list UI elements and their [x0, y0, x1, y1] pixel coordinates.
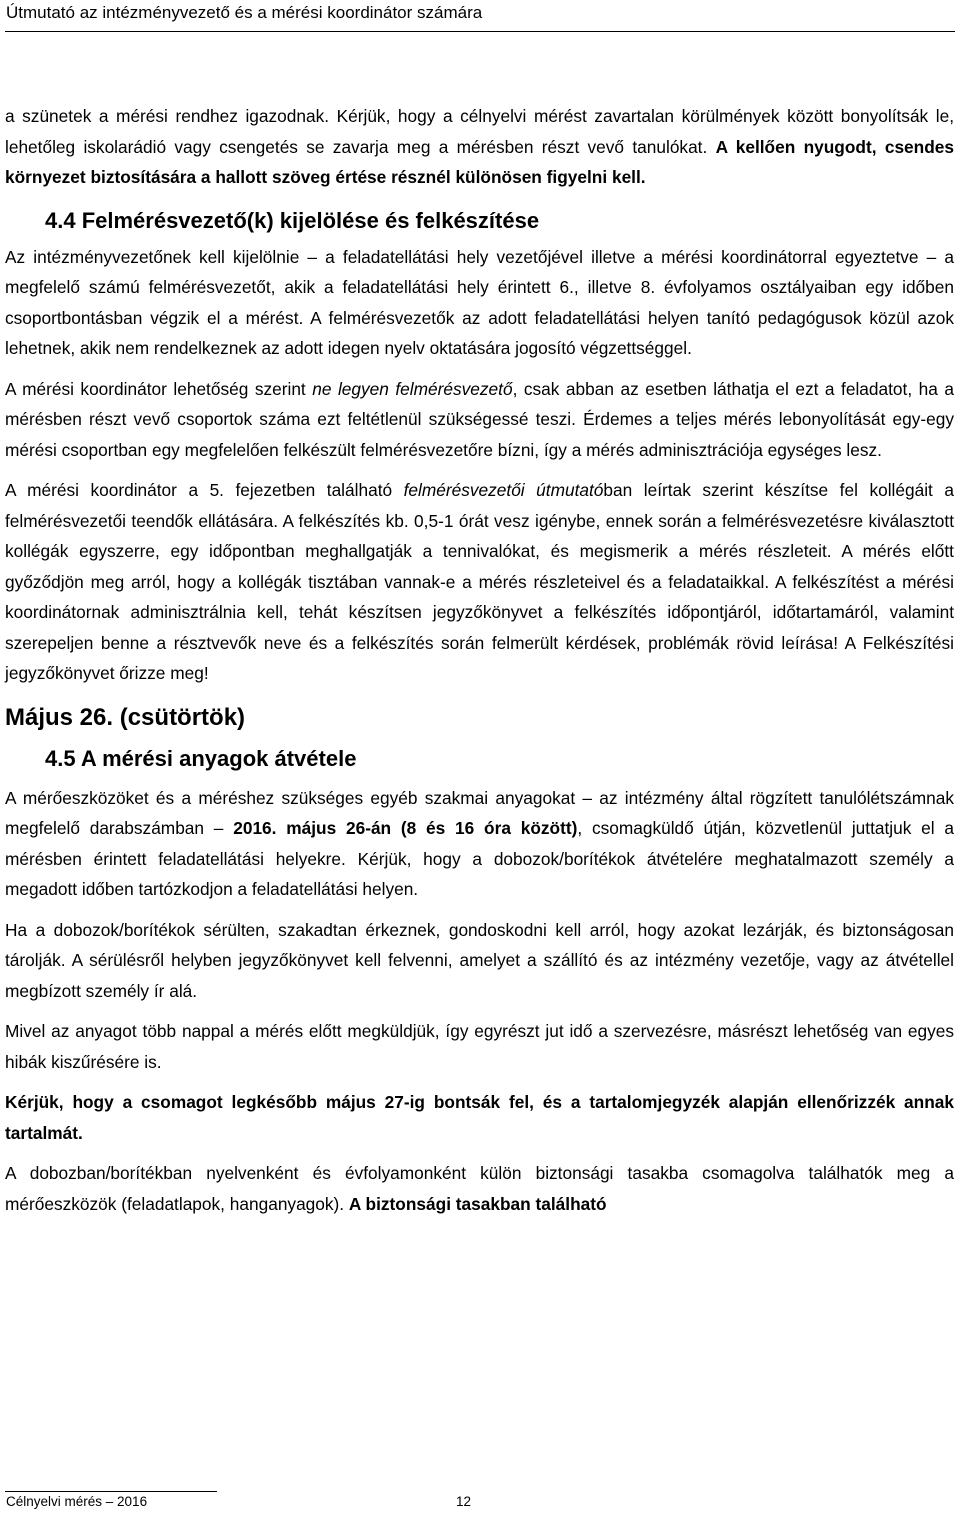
footer-rule [5, 1491, 217, 1492]
paragraph-4-4-1: Az intézményvezetőnek kell kijelölnie – a feladatellátási hely vezetőjével illetve a mérési koordinátorral egyeztetve – a megfelelő számú felmérésvezetőt, akik a feladatellátási hely érintett 6., illetve 8. évfolyamos osztályaiban egy időben csoportbontásban végzik el a mérést. A felmérésvezetők az adott feladatellátási helyen tanító pedagógusok közül azok lehetnek, akik nem rendelkeznek az adott idegen nyelv oktatására jogosító végzettséggel. [5, 246, 954, 358]
paragraph-4-5-5: A dobozban/borítékban nyelvenként és évfolyamonként külön biztonsági tasakba csomagolva találhatók meg a mérőeszközök (feladatlapok, hanganyagok). A biztonsági tasakban található [5, 1163, 954, 1214]
paragraph-4-5-2: Ha a dobozok/borítékok sérülten, szakadtan érkeznek, gondoskodni kell arról, hogy azokat lezárják, és biztonságosan tárolják. A sérülésről helyben jegyzőkönyvet kell felvenni, amelyet a szállító és az intézmény vezetője, vagy az átvétellel megbízott személy ír alá. [5, 919, 954, 1001]
page-body [5, 101, 954, 1219]
paragraph-4-5-4: Kérjük, hogy a csomagot legkésőbb május 27-ig bontsák fel, és a tartalomjegyzék alapján ellenőrizzék annak tartalmát. [5, 1092, 954, 1143]
footer-text: Célnyelvi mérés – 2016 [6, 1494, 148, 1509]
paragraph-4-5-3: Mivel az anyagot több nappal a mérés előtt megküldjük, így egyrészt jut idő a szervezésre, másrészt lehetőség van egyes hibák kiszűrésére is. [5, 1021, 954, 1072]
section-4-5-heading: 4.5 A mérési anyagok átvétele [45, 745, 357, 771]
paragraph-4-4-3: A mérési koordinátor a 5. fejezetben található felmérésvezetői útmutatóban leírtak szerint készítse fel kollégáit a felmérésvezetői teendők ellátására. A felkészítés kb. 0,5-1 órát vesz igénybe, ennek során a felmérésvezetésre kiválasztott kollégák egyszerre, egy időpontban meghallgatják a tennivalókat, és megismerik a mérés részleteit. A mérés előtt győződjön meg arról, hogy a kollégák tisztában vannak-e a mérés részleteivel és a feladataikkal. A felkészítést a mérési koordinátornak adminisztrálnia kell, tehát készítsen jegyzőkönyvet a felkészítés időpontjáról, időtartamáról, valamint szerepeljen benne a résztvevők neve és a felkészítés során felmerült kérdések, problémák rövid leírása! A Felkészítési jegyzőkönyvet őrizze meg! [5, 480, 954, 683]
page-number: 12 [456, 1494, 472, 1509]
header-rule [5, 31, 955, 32]
paragraph-intro: a szünetek a mérési rendhez igazodnak. Kérjük, hogy a célnyelvi mérést zavartalan körülmények között bonyolítsák le, lehetőleg iskolarádió vagy csengetés se zavarja meg a mérésben részt vevő tanulókat. A kellően nyugodt, csendes környezet biztosítására a hallott szöveg értése résznél különösen figyelni kell. [5, 106, 955, 187]
paragraph-4-5-1: A mérőeszközöket és a méréshez szükséges egyéb szakmai anyagokat – az intézmény által rögzített tanulólétszámnak megfelelő darabszámban – 2016. május 26-án (8 és 16 óra között), csomagküldő útján, közvetlenül juttatjuk el a mérésben érintett feladatellátási helyekre. Kérjük, hogy a dobozok/borítékok átvételére meghatalmazott személy a megadott időben tartózkodjon a feladatellátási helyen. [5, 787, 955, 899]
section-4-4-heading: 4.4 Felmérésvezető(k) kijelölése és felkészítése [45, 207, 540, 233]
running-header: Útmutató az intézményvezető és a mérési koordinátor számára [6, 3, 483, 22]
date-heading: Május 26. (csütörtök) [5, 703, 246, 731]
paragraph-4-4-2: A mérési koordinátor lehetőség szerint ne legyen felmérésvezető, csak abban az esetben láthatja el ezt a feladatot, ha a mérésben részt vevő csoportok száma ezt feltétlenül szükségessé teszi. Érdemes a teljes mérés lebonyolítását egy-egy mérési csoportban egy megfelelően felkészült felmérésvezetőre bízni, így a mérés adminisztrációja egységes lesz. [5, 378, 954, 460]
